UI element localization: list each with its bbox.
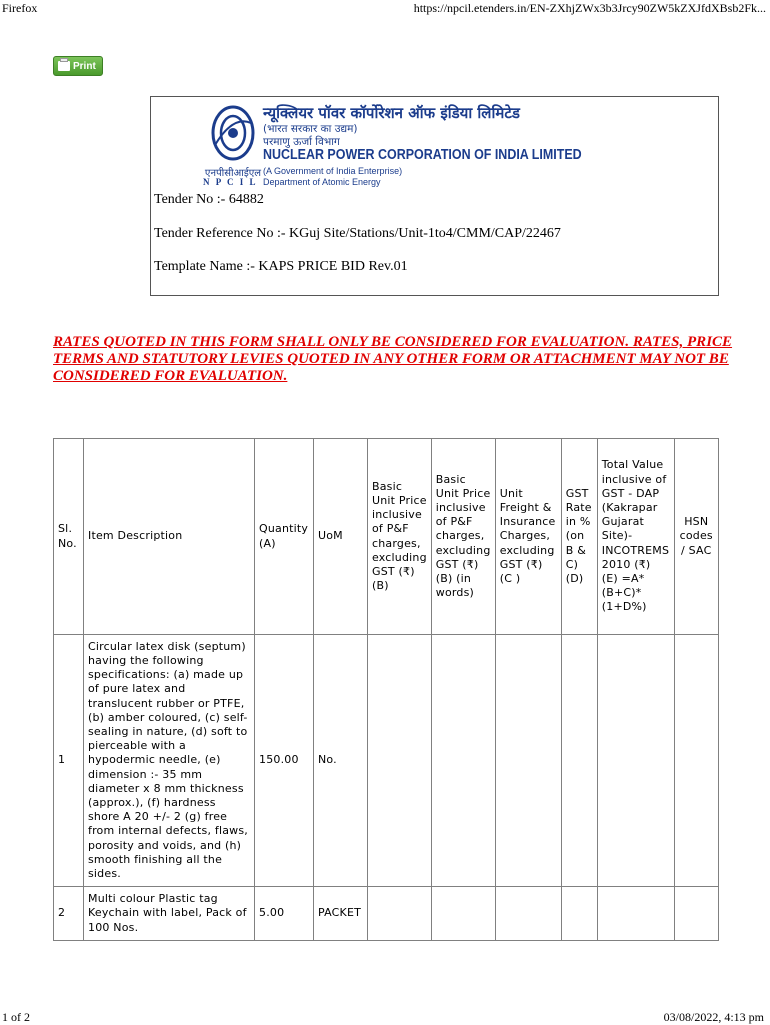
cell-hsn[interactable] [674,635,718,887]
page-url: https://npcil.etenders.in/EN-ZXhjZWx3b3Jrcy90ZW5kZXJfdXBsb2Fk... [413,1,766,15]
price-bid-table [53,438,719,941]
print-datetime: 03/08/2022, 4:13 pm [663,1010,764,1024]
browser-name: Firefox [2,1,38,15]
cell-sl: 2 [54,887,84,941]
cell-basic-price[interactable] [368,887,432,941]
npcil-logo [203,101,623,185]
print-button[interactable] [53,56,103,76]
col-header-basic-price-words: Basic Unit Price inclusive of P&F charges, excluding GST (₹) (B) (in words) [431,439,495,635]
cell-uom: No. [314,635,368,887]
col-header-sl: Sl. No. [54,439,84,635]
org-subtitle-1: (A Government of India Enterprise) [263,166,403,176]
cell-freight[interactable] [495,887,561,941]
col-header-hsn: HSN codes / SAC [674,439,718,635]
cell-sl: 1 [54,635,84,887]
cell-basic-price[interactable] [368,635,432,887]
col-header-gst-rate: GST Rate in % (on B & C) (D) [561,439,597,635]
printer-icon [58,61,70,71]
cell-description: Multi colour Plastic tag Keychain with label, Pack of 100 Nos. [84,887,255,941]
table-row [54,635,719,887]
npcil-emblem-icon [209,105,257,163]
print-button-label: Print [73,60,96,72]
tender-reference: Tender Reference No :- KGuj Site/Stations/Unit-1to4/CMM/CAP/22467 [154,226,561,241]
cell-basic-price-words[interactable] [431,887,495,941]
col-header-freight: Unit Freight & Insurance Charges, excluding GST (₹) (C ) [495,439,561,635]
cell-total-value [597,635,674,887]
col-header-uom: UoM [314,439,368,635]
cell-gst-rate[interactable] [561,635,597,887]
org-hindi-line3: परमाणु ऊर्जा विभाग [263,136,340,148]
tender-info-box [150,96,719,296]
logo-abbr-hindi: एनपीसीआईएल [204,168,262,179]
cell-hsn[interactable] [674,887,718,941]
evaluation-notice: RATES QUOTED IN THIS FORM SHALL ONLY BE CONSIDERED FOR EVALUATION. RATES, PRICE TERMS AND STATUTORY LEVIES QUOTED IN ANY OTHER FORM OR ATTACHMENT MAY NOT BE CONSIDERED FOR EVALUATION. [53,334,733,384]
col-header-basic-price: Basic Unit Price inclusive of P&F charges, excluding GST (₹) (B) [368,439,432,635]
org-subtitle-2: Department of Atomic Energy [263,177,381,187]
cell-basic-price-words[interactable] [431,635,495,887]
tender-number: Tender No :- 64882 [154,192,264,207]
org-name-english: NUCLEAR POWER CORPORATION OF INDIA LIMITED [263,147,582,163]
cell-quantity: 150.00 [255,635,314,887]
col-header-total-value: Total Value inclusive of GST - DAP (Kakrapar Gujarat Site)- INCOTREMS 2010 (₹) (E) =A*(B+C)*(1+D%) [597,439,674,635]
cell-quantity: 5.00 [255,887,314,941]
cell-freight[interactable] [495,635,561,887]
table-row [54,887,719,941]
logo-abbr: N P C I L [203,177,258,187]
org-name-hindi: न्यूक्लियर पॉवर कॉर्पोरेशन ऑफ इंडिया लिमिटेड [263,104,520,122]
org-hindi-line2: (भारत सरकार का उद्यम) [263,123,358,135]
table-header-row [54,439,719,635]
cell-uom: PACKET [314,887,368,941]
col-header-description: Item Description [84,439,255,635]
template-name: Template Name :- KAPS PRICE BID Rev.01 [154,259,408,274]
cell-description: Circular latex disk (septum) having the following specifications: (a) made up of pure latex and translucent rubber or PTFE, (b) amber coloured, (c) self-sealing in nature, (d) soft to pierceable with a hypodermic needle, (e) dimension :- 35 mm diameter x 8 mm thickness (approx.), (f) hardness shore A 20 +/- 2 (g) free from internal defects, flaws, porosity and voids, and (h) smooth finishing all the sides. [84,635,255,887]
cell-total-value [597,887,674,941]
cell-gst-rate[interactable] [561,887,597,941]
page-number: 1 of 2 [2,1010,30,1024]
col-header-quantity: Quantity (A) [255,439,314,635]
